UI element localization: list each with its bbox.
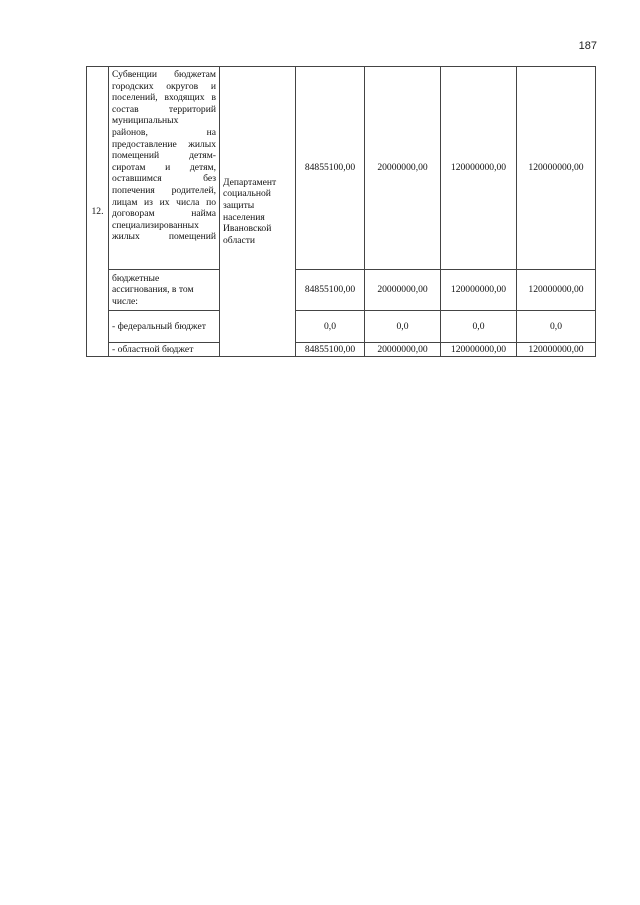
value-cell: 120000000,00 xyxy=(517,343,596,357)
value-cell: 120000000,00 xyxy=(517,270,596,311)
item-name-cell: - областной бюджет xyxy=(109,343,220,357)
page-number: 187 xyxy=(578,40,597,52)
executor-cell: Департамент социальной защиты населения Ивановской области xyxy=(220,67,296,357)
value-cell: 0,0 xyxy=(296,311,365,343)
value-cell: 84855100,00 xyxy=(296,270,365,311)
value-cell: 84855100,00 xyxy=(296,343,365,357)
table-row xyxy=(87,343,596,357)
item-name-cell: бюджетные ассигнования, в том числе: xyxy=(109,270,220,311)
value-cell: 20000000,00 xyxy=(365,67,441,270)
table-row xyxy=(87,311,596,343)
table-row xyxy=(87,67,596,270)
value-cell: 120000000,00 xyxy=(517,67,596,270)
budget-table xyxy=(86,66,596,357)
value-cell: 120000000,00 xyxy=(441,270,517,311)
value-cell: 120000000,00 xyxy=(441,67,517,270)
value-cell: 0,0 xyxy=(365,311,441,343)
value-cell: 20000000,00 xyxy=(365,343,441,357)
value-cell: 0,0 xyxy=(441,311,517,343)
value-cell: 120000000,00 xyxy=(441,343,517,357)
item-name-cell: Субвенции бюджетам городских округов и поселений, входящих в состав территорий муниципальных районов, на предоставление жилых помещений детям-сиротам и детям, оставшимся без попечения родителей, лицам из их числа по договорам найма специализированных жилых помещений xyxy=(109,67,220,270)
item-name-cell: - федеральный бюджет xyxy=(109,311,220,343)
value-cell: 20000000,00 xyxy=(365,270,441,311)
value-cell: 84855100,00 xyxy=(296,67,365,270)
row-number-cell: 12. xyxy=(87,67,109,357)
value-cell: 0,0 xyxy=(517,311,596,343)
table-row xyxy=(87,270,596,311)
